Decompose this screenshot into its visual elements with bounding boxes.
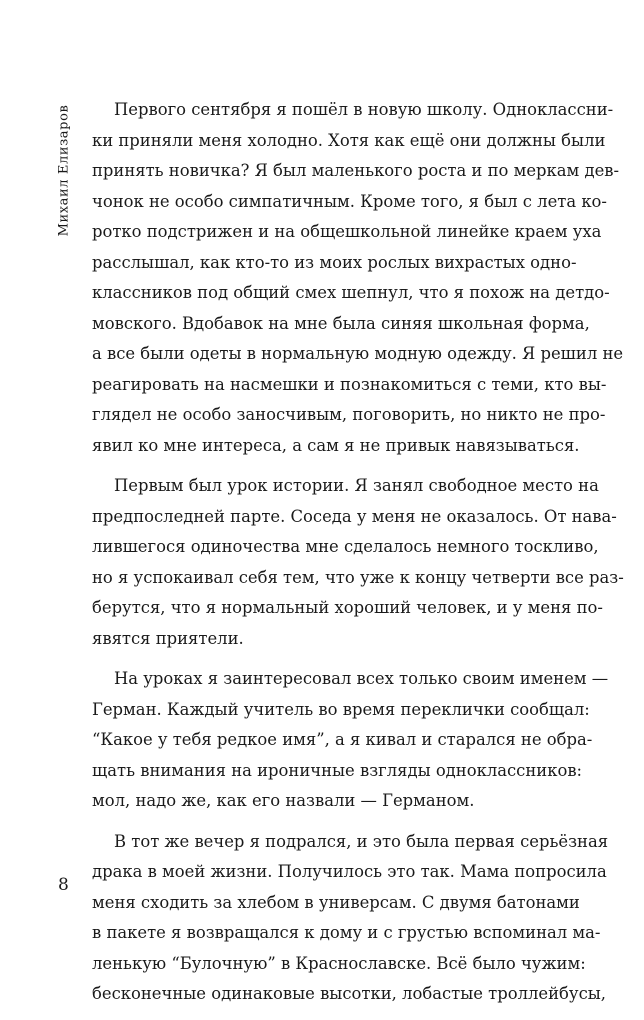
paragraph	[92, 664, 609, 817]
running-head-author: Михаил Елизаров	[56, 104, 72, 236]
text-line: чонок не особо симпатичным. Кроме того, я был с лета ко-	[92, 191, 607, 211]
text-line: ки приняли меня холодно. Хотя как ещё они должны были	[92, 130, 606, 150]
text-line: меня сходить за хлебом в универсам. С двумя батонами	[92, 892, 580, 912]
running-head	[54, 100, 74, 240]
text-line: щать внимания на ироничные взгляды одноклассников:	[92, 760, 583, 780]
text-line: предпоследней парте. Соседа у меня не оказалось. От нава-	[92, 506, 617, 526]
text-line: явил ко мне интереса, а сам я не привык навязываться.	[92, 435, 580, 455]
text-line: Первым был урок истории. Я занял свободное место на	[114, 476, 599, 495]
text-line: ленькую “Булочную” в Краснославске. Всё было чужим:	[92, 953, 586, 973]
text-line: а все были одеты в нормальную модную одежду. Я решил не	[92, 344, 624, 363]
text-line: ротко подстрижен и на общешкольной линейке краем уха	[92, 222, 602, 241]
text-line: но я успокаивал себя тем, что уже к концу четверти все раз-	[92, 567, 624, 587]
paragraph	[92, 827, 609, 1010]
text-line: “Какое у тебя редкое имя”, а я кивал и старался не обра-	[92, 730, 593, 749]
text-line: Первого сентября я пошёл в новую школу. Одноклассни-	[114, 100, 614, 119]
text-line: в пакете я возвращался к дому и с грустью вспоминал ма-	[92, 923, 601, 942]
text-line: В тот же вечер я подрался, и это была первая серьёзная	[114, 831, 609, 851]
text-line: явятся приятели.	[92, 628, 244, 648]
body-text	[92, 95, 624, 1020]
paragraph	[92, 95, 624, 461]
text-line: берутся, что я нормальный хороший человек, и у меня по-	[92, 598, 603, 617]
text-line: классников под общий смех шепнул, что я похож на детдо-	[92, 283, 610, 302]
text-line: мол, надо же, как его назвали — Германом.	[92, 791, 475, 810]
text-line: бесконечные одинаковые высотки, лобастые троллейбусы,	[92, 984, 607, 1003]
text-line: расслышал, как кто-то из моих рослых вихрастых одно-	[92, 252, 577, 272]
text-line: реагировать на насмешки и познакомиться с теми, кто вы-	[92, 374, 607, 394]
text-line: драка в моей жизни. Получилось это так. Мама попросила	[92, 862, 607, 881]
text-line: Герман. Каждый учитель во время переклички сообщал:	[92, 699, 590, 719]
text-line: принять новичка? Я был маленького роста и по меркам дев-	[92, 161, 620, 180]
text-line: На уроках я заинтересовал всех только своим именем —	[114, 669, 609, 688]
text-line: лившегося одиночества мне сделалось немного тоскливо,	[92, 537, 599, 556]
paragraph	[92, 471, 624, 654]
text-line: глядел не особо заносчивым, поговорить, но никто не про-	[92, 405, 606, 424]
text-line: мовского. Вдобавок на мне была синяя школьная форма,	[92, 313, 590, 333]
page-number: 8	[58, 875, 69, 895]
